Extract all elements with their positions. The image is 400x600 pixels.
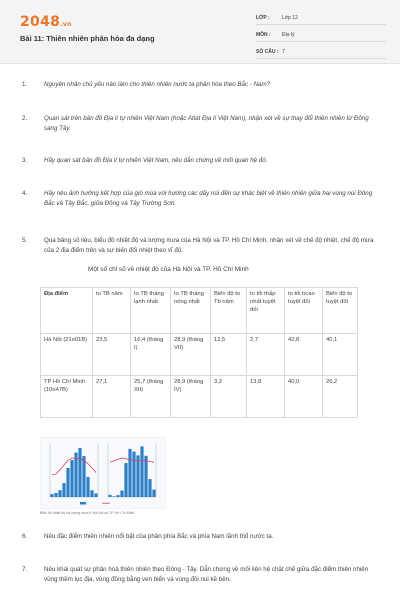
meta-subject: MÔN : Địa lý xyxy=(256,29,386,42)
rainfall-bar xyxy=(124,463,127,497)
logo-text: 2048 xyxy=(20,14,61,30)
temperature-table xyxy=(40,287,358,418)
question-item: 2. Quan sát trên bản đồ Địa lí tự nhiên Việt Nam (hoặc Atlat Địa lí Việt Nam), nhận xét về sự thay đổi thiên nhiên từ Đông sang Tây. xyxy=(22,115,369,132)
rainfall-bar xyxy=(144,456,147,497)
meta-grade: LỚP : Lớp 12 xyxy=(256,12,386,25)
rainfall-bar xyxy=(132,452,135,497)
rainfall-bar xyxy=(74,453,77,497)
table-cell: 3,2 xyxy=(211,376,247,418)
table-header-cell: to tối bcao tuyệt đối xyxy=(285,288,323,334)
question-item: 5. Qua bảng số liệu, biểu đồ nhiệt độ và lượng mưa của Hà Nội và TP. Hồ Chí Minh, nhận xét về chế độ nhiệt, chế độ mưa của 2 địa điểm trên và sự biến đổi nhiệt theo vĩ độ. xyxy=(22,237,374,254)
table-row xyxy=(41,376,358,418)
table-row xyxy=(41,334,358,376)
table-header-cell: to tối thấp nhất tuyệt đối xyxy=(247,288,285,334)
rainfall-bar xyxy=(86,477,89,497)
table-caption: Một số chỉ số về nhiệt độ của Hà Nội và TP. Hồ Chí Minh xyxy=(88,266,249,273)
question-item: 1. Nguyên nhân chủ yếu nào làm cho thiên nhiên nước ta phân hóa theo Bắc - Nam? xyxy=(22,81,271,88)
table-header-cell: to TB tháng nóng nhất xyxy=(171,288,211,334)
logo-suffix: .vn xyxy=(60,21,72,28)
table-cell: 16,4 (tháng I) xyxy=(131,334,171,376)
question-item: 4. Hãy nêu ảnh hưởng kết hợp của gió mùa với hướng các dãy núi đến sự khác biệt về thiên nhiên giữa hai vùng núi Đông Bắc và Tây Bắc, giữa Đông và Tây Trường Sơn. xyxy=(22,190,373,207)
table-cell: 26,2 xyxy=(323,376,358,418)
table-cell: 40,1 xyxy=(323,334,358,376)
rainfall-bar xyxy=(50,494,53,497)
table-header-cell: Địa điểm xyxy=(41,288,93,334)
table-cell: 25,7 (tháng XII) xyxy=(131,376,171,418)
table-cell: 12,5 xyxy=(211,334,247,376)
chart-caption: Biểu đồ nhiệt độ và lượng mưa ở Hà Nội và TP. Hồ Chí Minh xyxy=(40,511,135,515)
rainfall-bar xyxy=(120,491,123,497)
table-cell: Hà Nội (21o01B) xyxy=(41,334,93,376)
meta-count: SỐ CÂU : 7 xyxy=(256,46,386,59)
table-header-row xyxy=(41,288,358,334)
rainfall-bar xyxy=(82,456,85,497)
table-cell: 23,5 xyxy=(93,334,131,376)
rainfall-bar xyxy=(108,495,111,497)
lesson-title: Bài 11: Thiên nhiên phân hóa đa dạng xyxy=(20,34,155,43)
rainfall-bar xyxy=(148,479,151,497)
rainfall-bar xyxy=(116,495,119,497)
page-header xyxy=(0,0,400,64)
rainfall-bar xyxy=(128,449,131,497)
rainfall-bar xyxy=(152,490,155,497)
rainfall-bar xyxy=(58,490,61,497)
rainfall-bar xyxy=(90,490,93,497)
table-cell: 40,0 xyxy=(285,376,323,418)
table-cell: 27,1 xyxy=(93,376,131,418)
rainfall-bar xyxy=(112,496,115,497)
rainfall-bar xyxy=(140,446,143,497)
table-cell: TP Hồ Chí Minh (10o47B) xyxy=(41,376,93,418)
rainfall-bar xyxy=(78,448,81,497)
table-cell: 42,8 xyxy=(285,334,323,376)
climate-charts xyxy=(40,437,166,509)
table-header-cell: Biên độ to tuyệt đối xyxy=(323,288,358,334)
table-cell: 28,9 (tháng VII) xyxy=(171,334,211,376)
rainfall-bar xyxy=(94,493,97,497)
question-item: 7. Nêu khái quát sự phân hoá thiên nhiên theo Đông - Tây. Dẫn chứng về mối liên hệ chặt chẽ giữa đặc điểm thiên nhiên vùng thềm lục địa, vùng đồng bằng ven biển và vùng đồi núi kề bên. xyxy=(22,566,369,583)
rainfall-bar xyxy=(136,455,139,497)
question-item: 3. Hãy quan sát bản đồ Địa lí tự nhiên Việt Nam, nêu dẫn chứng về mối quan hệ đó. xyxy=(22,157,268,164)
rainfall-bar xyxy=(70,460,73,497)
table-header-cell: Biên độ to Tb năm xyxy=(211,288,247,334)
rainfall-bar xyxy=(66,468,69,497)
table-cell: 28,9 (tháng IV) xyxy=(171,376,211,418)
table-header-cell: to TB năm xyxy=(93,288,131,334)
table-cell: 2,7 xyxy=(247,334,285,376)
rainfall-bar xyxy=(62,483,65,497)
site-logo[interactable] xyxy=(20,14,72,30)
table-header-cell: to TB tháng lạnh nhất xyxy=(131,288,171,334)
table-cell: 13,8 xyxy=(247,376,285,418)
lesson-meta xyxy=(256,12,386,63)
rainfall-bar xyxy=(54,493,57,497)
question-item: 6. Nêu đặc điểm thiên nhiên nổi bật của phần phía Bắc và phía Nam lãnh thổ nước ta. xyxy=(22,533,274,540)
